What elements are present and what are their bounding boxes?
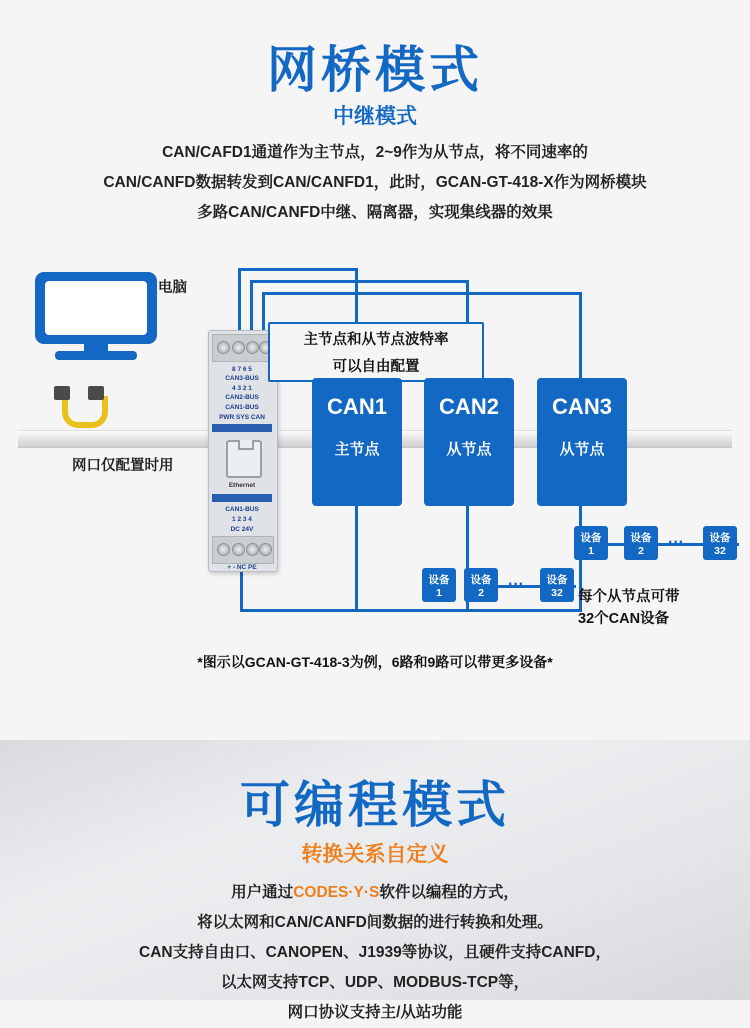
wire-can2-vertical [250, 280, 253, 336]
wire-can3-to-devices [579, 506, 582, 528]
device-box-r2-1-num: 1 [436, 587, 442, 599]
callout-line-2: 可以自由配置 [332, 359, 420, 375]
bridge-desc-line-1: CAN/CAFD1通道作为主节点，2~9作为从节点，将不同速率的 [162, 144, 588, 161]
device-box-r2-3[interactable] [540, 568, 574, 602]
ethernet-note-label: 网口仅配置时用 [72, 458, 174, 474]
device-capacity-line-1: 每个从节点可带 [578, 589, 680, 605]
module-text-line-6: PWR SYS CAN [219, 414, 265, 421]
monitor-screen [45, 281, 147, 335]
device-capacity-line-2: 32个CAN设备 [578, 611, 670, 627]
node-can1[interactable] [312, 378, 402, 506]
ethernet-plug-right-icon [88, 386, 104, 400]
baudrate-callout [268, 322, 484, 382]
terminal-screw-3 [246, 341, 259, 354]
node-can3[interactable] [537, 378, 627, 506]
device-box-r2-3-name: 设备 [546, 574, 568, 586]
wire-bottom-horizontal [240, 609, 582, 612]
terminal-screw-1 [217, 341, 230, 354]
bridge-footnote: *图示以GCAN-GT-418-3为例，6路和9路可以带更多设备* [197, 654, 553, 670]
device-box-r1-2-name: 设备 [630, 532, 652, 544]
device-box-r1-2-num: 2 [638, 545, 644, 557]
computer-monitor-icon [35, 272, 157, 344]
wire-can1-horizontal [238, 268, 358, 271]
device-box-r2-2[interactable] [464, 568, 498, 602]
wire-can2-horizontal [250, 280, 468, 283]
module-text-line-9: 1 2 3 4 [232, 516, 252, 523]
programmable-desc-line-1 [0, 878, 750, 908]
codesys-label: CODES·Y·S [293, 884, 380, 901]
ethernet-plug-left-icon [54, 386, 70, 400]
module-text-line-10: DC 24V [230, 526, 254, 533]
module-text-ethernet: Ethernet [228, 482, 256, 489]
programmable-desc-line-2: 将以太网和CAN/CANFD间数据的进行转换和处理。 [197, 914, 553, 931]
node-can1-sub: 主节点 [334, 441, 380, 458]
module-text-line-2: CAN3-BUS [225, 375, 259, 382]
terminal-screw-8 [259, 543, 272, 556]
programmable-desc-line-4: 以太网支持TCP、UDP、MODBUS-TCP等， [220, 974, 530, 991]
module-text-line-1: 8 7 6 5 [232, 366, 252, 373]
programmable-subtitle: 转换关系自定义 [301, 843, 449, 866]
programmable-description [0, 878, 750, 1028]
node-can3-sub: 从节点 [559, 441, 605, 458]
device-box-r2-1-name: 设备 [428, 574, 450, 586]
programmable-desc-line-1a: 用户通过 [231, 884, 294, 901]
device-box-r1-3[interactable] [703, 526, 737, 560]
module-text-line-4: CAN2-BUS [225, 394, 259, 401]
device-box-r1-3-name: 设备 [709, 532, 731, 544]
programmable-mode-section [0, 740, 750, 1021]
device-box-r1-1-num: 1 [588, 545, 594, 557]
module-text-line-3: 4 3 2 1 [232, 385, 252, 392]
wire-can2-to-devices [466, 506, 469, 568]
node-can1-title: CAN1 [327, 394, 387, 419]
device-capacity-note [578, 586, 680, 630]
node-can2-sub: 从节点 [446, 441, 492, 458]
device-box-r2-2-name: 设备 [470, 574, 492, 586]
module-text-line-5: CAN1-BUS [225, 404, 259, 411]
device-box-r1-2[interactable] [624, 526, 658, 560]
ethernet-cable-icon [62, 396, 108, 428]
device-box-r1-1[interactable] [574, 526, 608, 560]
bridge-title: 网桥模式 [267, 42, 483, 98]
node-can2-title: CAN2 [439, 394, 499, 419]
bridge-desc-line-2: CAN/CANFD数据转发到CAN/CANFD1，此时，GCAN-GT-418-X作为网桥模块 [103, 174, 647, 191]
bridge-desc-line-3: 多路CAN/CANFD中继、隔离器，实现集线器的效果 [197, 204, 553, 221]
module-blue-band-bottom [212, 494, 272, 502]
computer-label: 电脑 [158, 280, 187, 296]
wire-can1-vertical [238, 268, 241, 336]
device-box-r2-3-num: 32 [551, 587, 563, 599]
device-row-2-ellipsis: ··· [508, 576, 524, 593]
wire-can3-down [579, 292, 582, 378]
bridge-description [0, 138, 750, 228]
rj45-port [226, 440, 262, 478]
node-can2[interactable] [424, 378, 514, 506]
callout-line-1: 主节点和从节点波特率 [303, 332, 449, 348]
terminal-screw-5 [217, 543, 230, 556]
programmable-desc-line-5: 网口协议支持主/从站功能 [287, 1004, 463, 1021]
device-box-r1-1-name: 设备 [580, 532, 602, 544]
programmable-title: 可编程模式 [240, 777, 510, 833]
module-blue-band-top [212, 424, 272, 432]
wire-can3-horizontal [262, 292, 582, 295]
programmable-desc-line-3: CAN支持自由口、CANOPEN、J1939等协议，且硬件支持CANFD， [139, 944, 611, 961]
terminal-screw-7 [246, 543, 259, 556]
module-text-line-8: CAN1-BUS [225, 506, 259, 513]
device-box-r2-2-num: 2 [478, 587, 484, 599]
device-box-r1-3-num: 32 [714, 545, 726, 557]
terminal-screw-2 [232, 341, 245, 354]
bridge-subtitle: 中继模式 [333, 105, 417, 128]
monitor-base [55, 351, 137, 360]
wire-can1-bottom [355, 506, 358, 612]
device-row-1-ellipsis: ··· [668, 534, 684, 551]
node-can3-title: CAN3 [552, 394, 612, 419]
terminal-screw-6 [232, 543, 245, 556]
programmable-desc-line-1c: 软件以编程的方式， [379, 884, 519, 901]
rj45-notch [238, 440, 254, 450]
module-text-line-11: + - NC PE [227, 564, 257, 571]
device-box-r2-1[interactable] [422, 568, 456, 602]
